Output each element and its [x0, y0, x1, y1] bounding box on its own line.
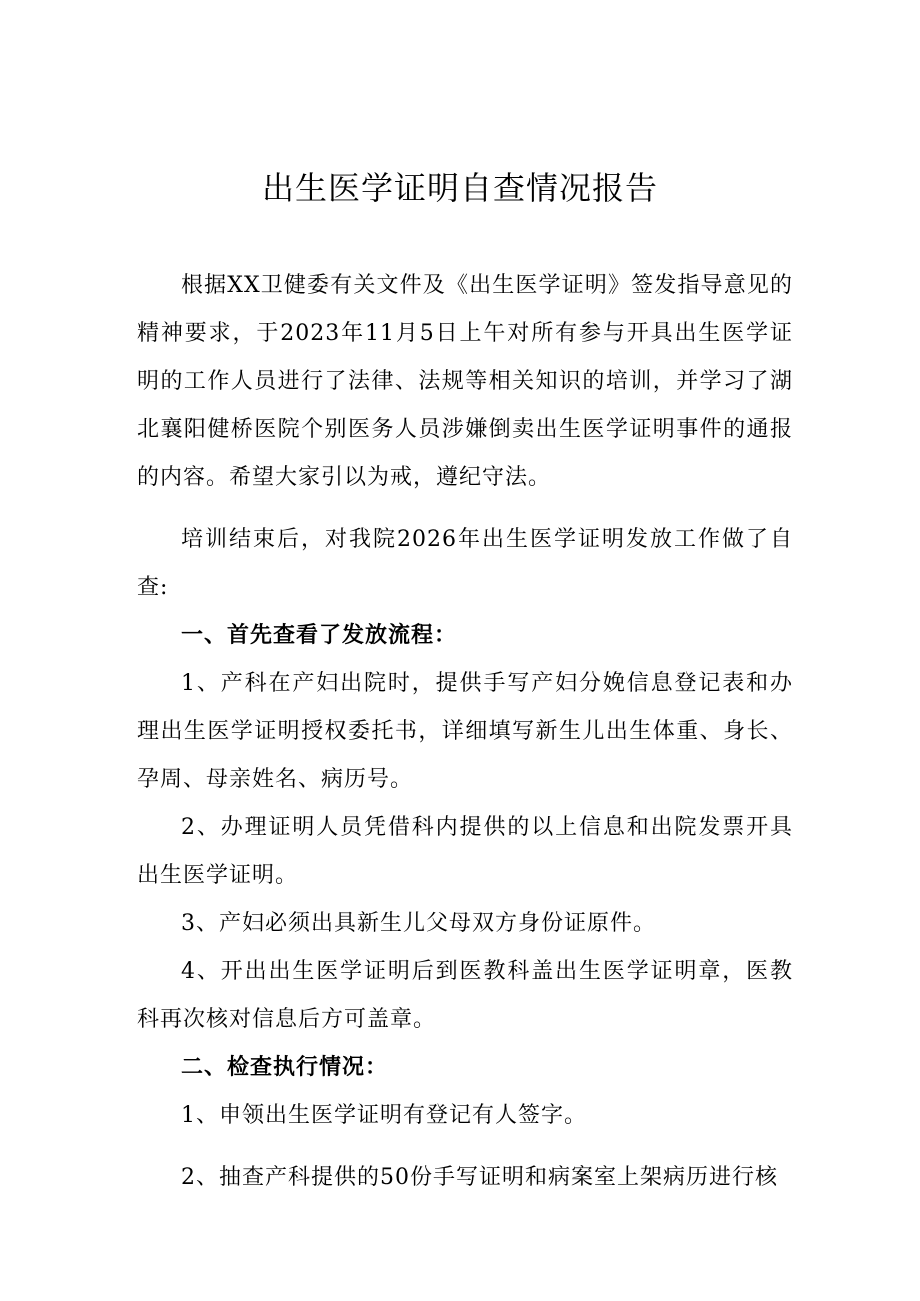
paragraph-gap [137, 502, 793, 516]
section-2-item-1: 1、申领出生医学证明有登记有人签字。 [181, 1103, 587, 1128]
section-1-heading: 一、首先查看了发放流程： [181, 623, 458, 648]
intro-paragraph-2: 培训结束后，对我院2026年出生医学证明发放工作做了自查: [137, 527, 793, 600]
section-2-heading: 二、检查执行情况： [181, 1055, 389, 1080]
paragraph-gap [137, 1140, 793, 1154]
document-body [137, 262, 793, 1202]
section-1-item-1: 1、产科在产妇出院时，提供手写产妇分娩信息登记表和办理出生医学证明授权委托书，详细填写新生儿出生体重、身长、孕周、母亲姓名、病历号。 [137, 671, 793, 792]
section-2-item-2: 2、抽查产科提供的50份手写证明和病案室上架病历进行核 [181, 1165, 778, 1190]
document-title: 出生医学证明自查情况报告 [261, 169, 658, 207]
section-1-item-4: 4、开出出生医学证明后到医教科盖出生医学证明章，医教科再次核对信息后方可盖章。 [137, 959, 793, 1032]
section-1-item-3: 3、产妇必须出具新生儿父母双方身份证原件。 [181, 911, 656, 936]
intro-paragraph-1: 根据XX卫健委有关文件及《出生医学证明》签发指导意见的精神要求，于2023年11月5日上午对所有参与开具出生医学证明的工作人员进行了法律、法规等相关知识的培训，并学习了湖北襄阳健桥医院个别医务人员涉嫌倒卖出生医学证明事件的通报的内容。希望大家引以为戒，遵纪守法。 [137, 273, 793, 490]
section-1-item-2: 2、办理证明人员凭借科内提供的以上信息和出院发票开具出生医学证明。 [137, 815, 793, 888]
